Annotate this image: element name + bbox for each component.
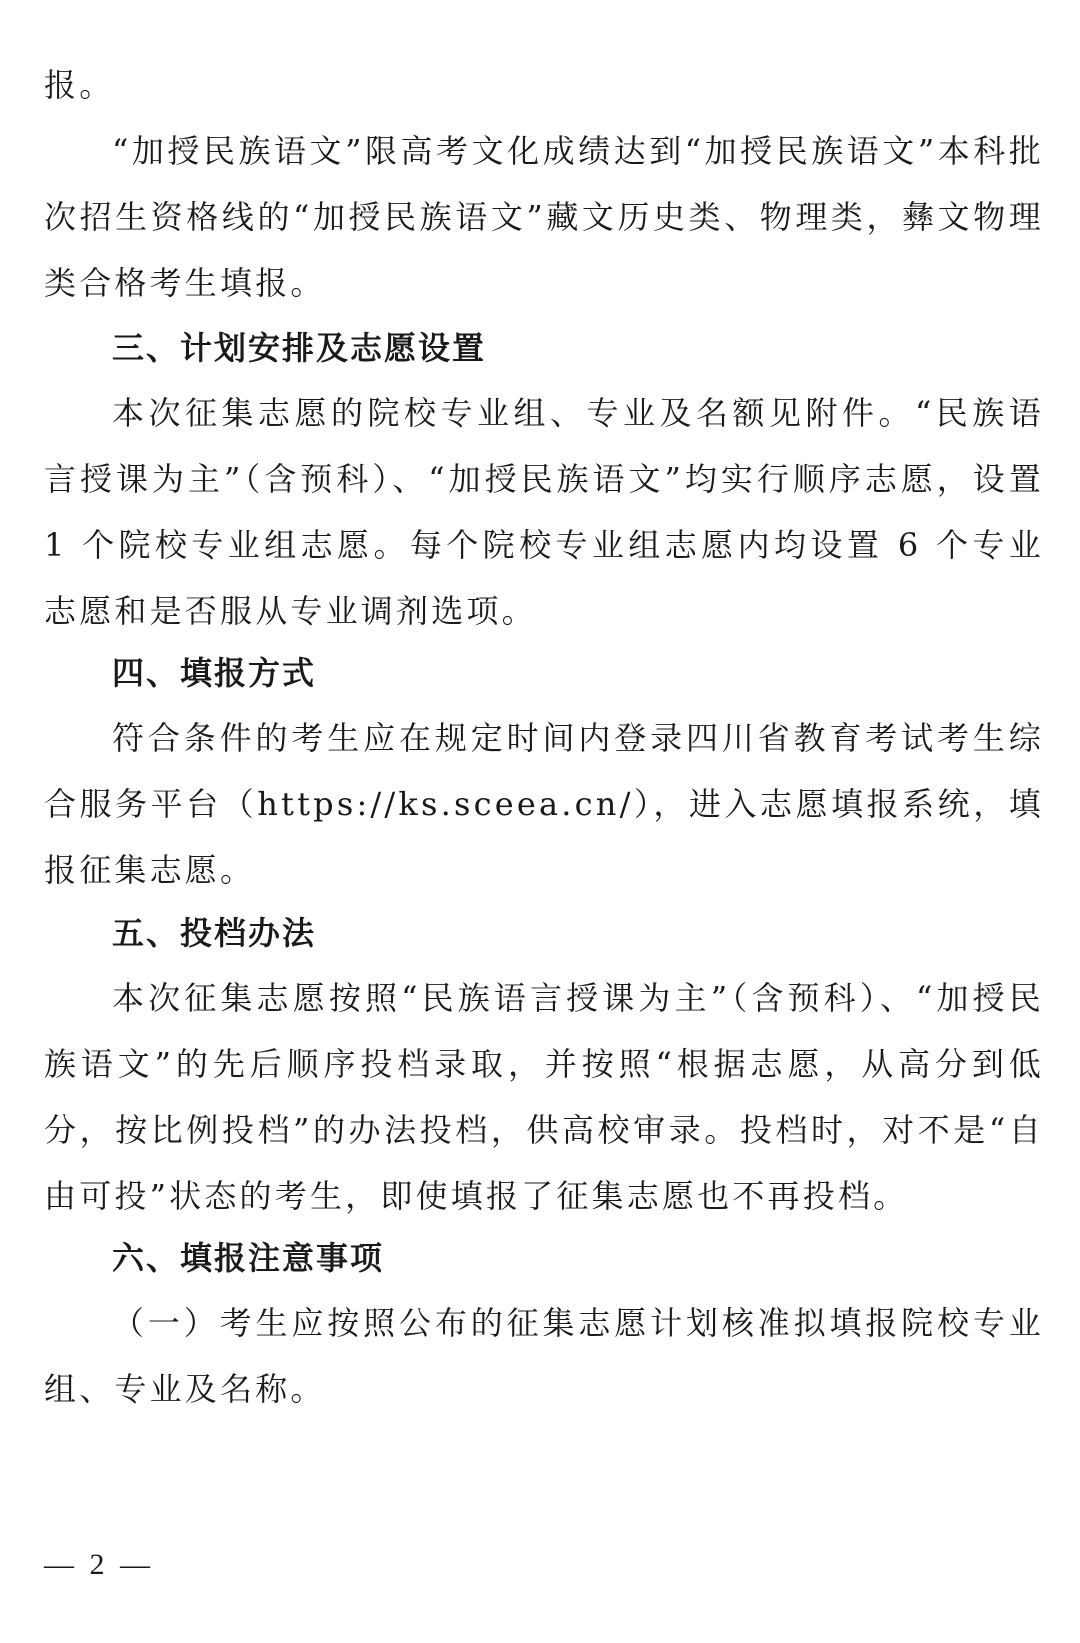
section-heading-plan: 三、计划安排及志愿设置	[112, 329, 487, 367]
section-heading-admission: 五、投档办法	[112, 914, 317, 952]
page-number: — 2 —	[44, 1548, 154, 1581]
paragraph-plan-settings: 本次征集志愿的院校专业组、专业及名额见附件。“民族语言授课为主”（含预科）、“加授民族语文”均实行顺序志愿，设置 1 个院校专业组志愿。每个院校专业组志愿内均设置 6 个专业志愿和是否服从专业调剂选项。	[44, 394, 1044, 630]
paragraph-eligibility-jiashou: “加授民族语文”限高考文化成绩达到“加授民族语文”本科批次招生资格线的“加授民族语文”藏文历史类、物理类，彝文物理类合格考生填报。	[44, 132, 1044, 302]
section-heading-notes: 六、填报注意事项	[112, 1239, 385, 1277]
paragraph-continuation: 报。	[44, 66, 115, 104]
section-heading-method: 四、填报方式	[112, 654, 317, 692]
paragraph-admission: 本次征集志愿按照“民族语言授课为主”（含预科）、“加授民族语文”的先后顺序投档录取，并按照“根据志愿，从高分到低分，按比例投档”的办法投档，供高校审录。投档时，对不是“自由可投”状态的考生，即使填报了征集志愿也不再投档。	[44, 979, 1044, 1215]
paragraph-note-1: （一）考生应按照公布的征集志愿计划核准拟填报院校专业组、专业及名称。	[44, 1304, 1044, 1408]
paragraph-method: 符合条件的考生应在规定时间内登录四川省教育考试考生综合服务平台（https://ks.sceea.cn/），进入志愿填报系统，填报征集志愿。	[44, 719, 1044, 889]
